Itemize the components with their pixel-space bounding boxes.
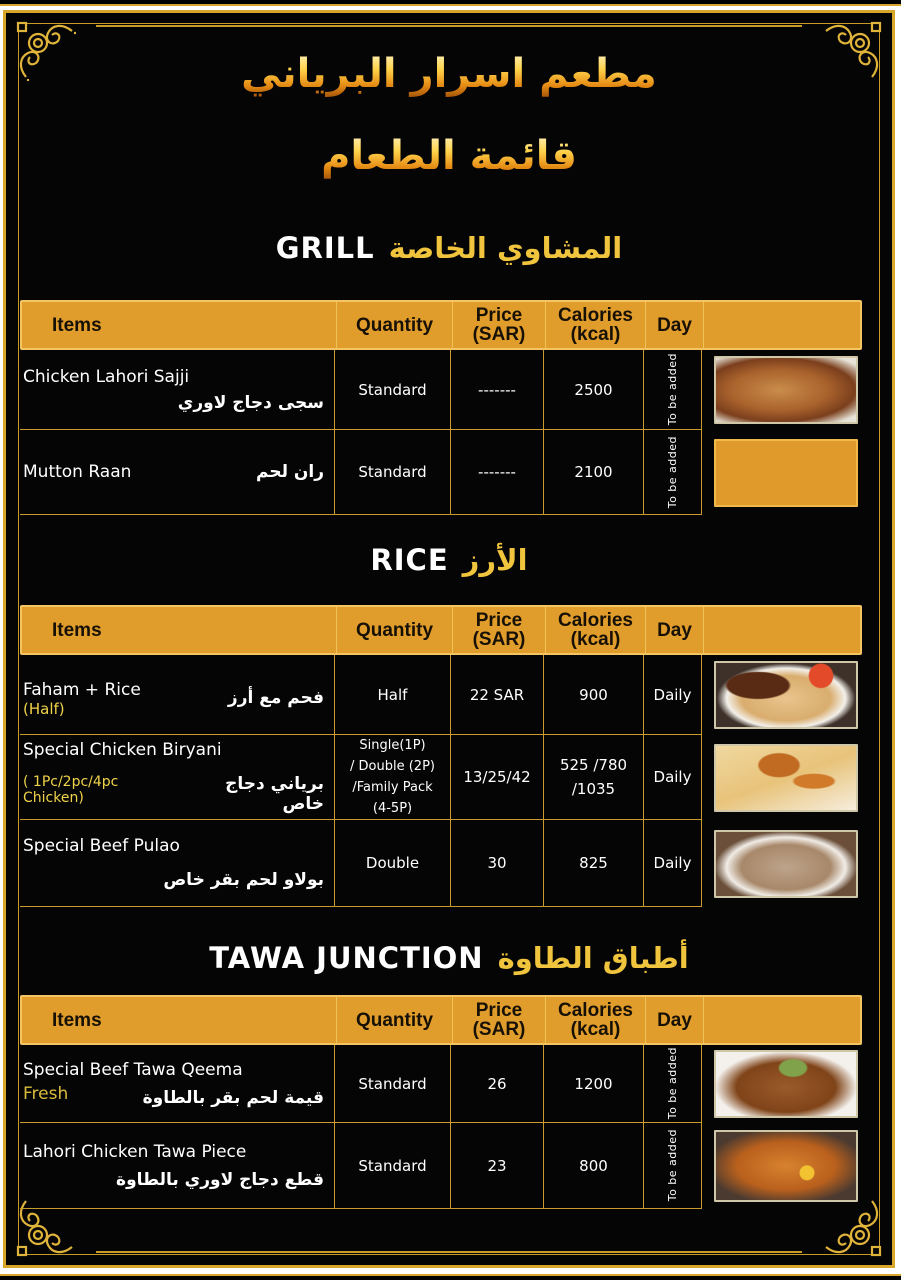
item-cell [20, 1123, 335, 1209]
header-calories-line1: Calories [558, 1000, 633, 1021]
header-image [704, 997, 860, 1043]
header-items: Items [22, 607, 337, 653]
faham-rice-image [714, 661, 858, 729]
image-cell [702, 350, 858, 430]
item-name-ar: قطع دجاج لاوري بالطاوة [116, 1169, 324, 1190]
quantity-line: /Family Pack [352, 780, 433, 795]
table-row [20, 655, 862, 735]
quantity-line: / Double (2P) [350, 759, 435, 774]
image-cell [702, 1045, 858, 1123]
header-image [704, 607, 860, 653]
section-title-en: TAWA JUNCTION [209, 941, 484, 975]
quantity-cell [335, 735, 451, 820]
price-cell: ------- [451, 430, 544, 515]
header-price-line1: Price [475, 1000, 523, 1021]
header-calories [546, 607, 646, 653]
calories-cell [544, 735, 644, 820]
table-header-row [20, 995, 862, 1045]
header-calories [546, 302, 646, 348]
item-name-ar: قيمة لحم بقر بالطاوة [142, 1087, 324, 1108]
item-cell [20, 820, 335, 907]
price-cell: 13/25/42 [451, 735, 544, 820]
day-cell: Daily [644, 735, 702, 820]
menu-title: قائمة الطعام [6, 133, 892, 179]
item-name-en: Mutton Raan [23, 462, 132, 482]
chicken-biryani-image [714, 744, 858, 812]
header-quantity: Quantity [337, 302, 453, 348]
item-line [23, 462, 324, 482]
header-price [453, 302, 546, 348]
item-cell [20, 350, 335, 430]
item-cell [20, 1045, 335, 1123]
header-price [453, 997, 546, 1043]
item-name-en: Special Beef Pulao [23, 836, 180, 856]
table-header-row [20, 605, 862, 655]
tawa-table [20, 995, 862, 1209]
header-price-line2: (SAR) [472, 629, 526, 650]
image-cell [702, 430, 858, 515]
tawa-qeema-image [714, 1050, 858, 1118]
image-cell [702, 1123, 858, 1209]
header-calories-line2: (kcal) [570, 1019, 621, 1040]
day-cell: Daily [644, 655, 702, 735]
section-title-en: GRILL [275, 231, 375, 265]
item-note: Fresh [23, 1083, 69, 1104]
day-cell [644, 350, 702, 430]
item-cell [20, 735, 335, 820]
table-row [20, 350, 862, 430]
price-cell: ------- [451, 350, 544, 430]
item-name-en: Special Chicken Biryani [23, 740, 222, 760]
header-price [453, 607, 546, 653]
item-line [23, 766, 324, 814]
restaurant-name: مطعم اسرار البرياني [6, 51, 892, 97]
roast-chicken-image [714, 356, 858, 424]
item-name-ar: برياني دجاج خاص [225, 774, 324, 814]
calories-cell: 2500 [544, 350, 644, 430]
table-header-row [20, 300, 862, 350]
header-day: Day [646, 997, 704, 1043]
quantity-cell: Double [335, 820, 451, 907]
header-day: Day [646, 302, 704, 348]
tawa-chicken-image [714, 1130, 858, 1202]
day-label: To be added [666, 1129, 679, 1202]
quantity-cell: Standard [335, 350, 451, 430]
section-title-ar: أطباق الطاوة [497, 941, 689, 975]
quantity-line: (4-5P) [372, 801, 413, 816]
header-calories-line1: Calories [558, 610, 633, 631]
calories-cell: 2100 [544, 430, 644, 515]
header-items: Items [22, 997, 337, 1043]
image-placeholder [714, 439, 858, 507]
item-name-ar: سجى دجاج لاوري [177, 392, 324, 413]
top-border-strip [0, 0, 901, 6]
item-name-en: Faham + Rice [23, 679, 141, 700]
item-cell [20, 430, 335, 515]
header-price-line1: Price [475, 305, 523, 326]
header-calories-line2: (kcal) [570, 324, 621, 345]
price-cell: 30 [451, 820, 544, 907]
day-cell: Daily [644, 820, 702, 907]
section-title-rice [6, 543, 892, 577]
day-cell [644, 430, 702, 515]
quantity-cell: Standard [335, 430, 451, 515]
section-title-en: RICE [370, 543, 449, 577]
section-title-grill [6, 231, 892, 265]
item-cell [20, 655, 335, 735]
section-title-ar: الأرز [462, 543, 528, 577]
item-line [23, 1080, 324, 1108]
calories-cell: 825 [544, 820, 644, 907]
section-title-tawa [6, 941, 892, 975]
top-ornament-rule [96, 25, 802, 27]
calories-line: 525 /780 [559, 756, 628, 774]
item-name-ar: ران لحم [255, 462, 324, 482]
calories-line: /1035 [571, 780, 616, 798]
header-image [704, 302, 860, 348]
quantity-cell: Standard [335, 1123, 451, 1209]
image-cell [702, 735, 858, 820]
table-row [20, 820, 862, 907]
table-row [20, 430, 862, 515]
price-cell: 23 [451, 1123, 544, 1209]
header-price-line2: (SAR) [472, 1019, 526, 1040]
quantity-line: Single(1P) [359, 738, 426, 753]
grill-table [20, 300, 862, 515]
image-cell [702, 820, 858, 907]
rice-table [20, 605, 862, 907]
item-name-en: Lahori Chicken Tawa Piece [23, 1141, 247, 1162]
calories-cell: 900 [544, 655, 644, 735]
item-name-ar: فحم مع أرز [227, 687, 324, 708]
bottom-border-strip [0, 1274, 901, 1280]
item-name-ar: بولاو لحم بقر خاص [163, 870, 324, 890]
header-items: Items [22, 302, 337, 348]
image-cell [702, 655, 858, 735]
table-row [20, 1045, 862, 1123]
item-name-en: Special Beef Tawa Qeema [23, 1059, 243, 1080]
header-calories-line1: Calories [558, 305, 633, 326]
day-label: To be added [666, 353, 679, 426]
table-row [20, 1123, 862, 1209]
day-label: To be added [666, 435, 679, 509]
day-label: To be added [666, 1047, 679, 1120]
bottom-ornament-rule [96, 1251, 802, 1253]
item-name-en: Chicken Lahori Sajji [23, 366, 190, 387]
calories-cell: 800 [544, 1123, 644, 1209]
menu-page [3, 10, 895, 1268]
header-quantity: Quantity [337, 997, 453, 1043]
header-day: Day [646, 607, 704, 653]
price-cell: 26 [451, 1045, 544, 1123]
day-cell [644, 1045, 702, 1123]
item-note: (Half) [23, 699, 65, 718]
quantity-cell: Half [335, 655, 451, 735]
section-title-ar: المشاوي الخاصة [388, 231, 623, 265]
item-note: ( 1Pc/2pc/4pc Chicken) [23, 774, 119, 806]
quantity-cell: Standard [335, 1045, 451, 1123]
calories-cell: 1200 [544, 1045, 644, 1123]
table-row [20, 735, 862, 820]
header-quantity: Quantity [337, 607, 453, 653]
header-price-line1: Price [475, 610, 523, 631]
day-cell [644, 1123, 702, 1209]
header-calories-line2: (kcal) [570, 629, 621, 650]
header-calories [546, 997, 646, 1043]
price-cell: 22 SAR [451, 655, 544, 735]
beef-pulao-image [714, 830, 858, 898]
header-price-line2: (SAR) [472, 324, 526, 345]
